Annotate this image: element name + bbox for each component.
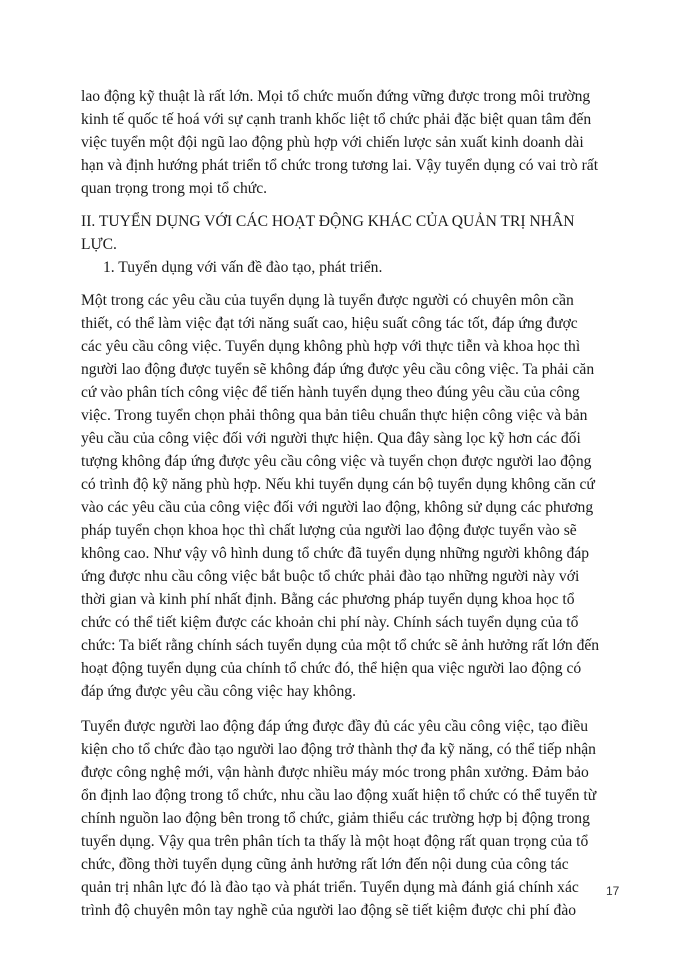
text-line: các yêu cầu công việc. Tuyển dụng không phù hợp với thực tiễn và khoa học thì [81, 338, 581, 355]
intro-paragraph [81, 85, 636, 200]
text-line: trình độ chuyên môn tay nghề của người lao động sẽ tiết kiệm được chi phí đào [81, 902, 577, 919]
text-line: hạn và định hướng phát triển tổ chức trong tương lai. Vậy tuyển dụng có vai trò rất [81, 157, 599, 174]
text-line: chức, đồng thời tuyển dụng cũng ảnh hưởng rất lớn đến nội dung của công tác [81, 856, 569, 873]
text-line: kinh tế quốc tế hoá với sự cạnh tranh khốc liệt tổ chức phải đặc biệt quan tâm đến [81, 111, 592, 128]
text-line: pháp tuyển chọn khoa học thì chất lượng của người lao động được tuyển vào sẽ [81, 522, 577, 539]
paragraph-two [81, 715, 636, 922]
subheading-text: 1. Tuyển dụng với vấn đề đào tạo, phát triển. [103, 259, 383, 276]
text-line: quan trọng trong mọi tổ chức. [81, 180, 268, 197]
spacer [81, 703, 636, 715]
page-number: 17 [606, 884, 620, 898]
text-line: tượng không đáp ứng được yêu cầu công việc và tuyển chọn được người lao động [81, 453, 592, 470]
text-line: chức có thể tiết kiệm được các khoản chi phí này. Chính sách tuyển dụng của tổ [81, 614, 579, 631]
subsection-heading [81, 256, 636, 279]
text-line: không cao. Như vậy vô hình dung tổ chức đã tuyển dụng những người không đáp [81, 545, 590, 562]
paragraph-one [81, 289, 636, 703]
text-line: vào các yêu cầu của công việc đối với người lao động, không sử dụng các phương [81, 499, 594, 516]
text-line: quản trị nhân lực đó là đào tạo và phát triển. Tuyển dụng mà đánh giá chính xác [81, 879, 579, 896]
page-body [81, 85, 636, 922]
text-line: ổn định lao động trong tổ chức, nhu cầu lao động xuất hiện tổ chức có thể tuyển từ [81, 787, 597, 804]
text-line: Tuyển được người lao động đáp ứng được đầy đủ các yêu cầu công việc, tạo điều [81, 718, 589, 735]
text-line: thiết, có thể làm việc đạt tới năng suất cao, hiệu suất công tác tốt, đáp ứng được [81, 315, 578, 332]
text-line: người lao động được tuyển sẽ không đáp ứng được yêu cầu công việc. Ta phải căn [81, 361, 595, 378]
text-line: việc. Trong tuyển chọn phải thông qua bản tiêu chuẩn thực hiện công việc và bản [81, 407, 588, 424]
text-line: chức: Ta biết rằng chính sách tuyển dụng của một tổ chức sẽ ảnh hưởng rất lớn đến [81, 637, 600, 654]
text-line: lao động kỹ thuật là rất lớn. Mọi tổ chức muốn đứng vững được trong môi trường [81, 88, 591, 105]
text-line: thời gian và kinh phí nhất định. Bằng các phương pháp tuyển dụng khoa học tổ [81, 591, 575, 608]
text-line: cứ vào phân tích công việc để tiến hành tuyển dụng theo đúng yêu cầu của công [81, 384, 580, 401]
text-line: tuyển dụng. Vậy qua trên phân tích ta thấy là một hoạt động rất quan trọng của tổ [81, 833, 589, 850]
text-line: ứng được nhu cầu công việc bắt buộc tổ chức phải đào tạo những người này với [81, 568, 580, 585]
heading-line: II. TUYỂN DỤNG VỚI CÁC HOẠT ĐỘNG KHÁC CỦA QUẢN TRỊ NHÂN [81, 213, 575, 230]
section-heading [81, 210, 636, 256]
text-line: kiện cho tổ chức đào tạo người lao động trở thành thợ đa kỹ năng, có thể tiếp nhận [81, 741, 596, 758]
text-line: yêu cầu của công việc đối với người thực hiện. Qua đây sàng lọc kỹ hơn các đối [81, 430, 581, 447]
text-line: hoạt động tuyển dụng của chính tổ chức đó, thể hiện qua việc người lao động có [81, 660, 582, 677]
text-line: việc tuyển một đội ngũ lao động phù hợp với chiến lược sản xuất kinh doanh dài [81, 134, 584, 151]
text-line: được công nghệ mới, vận hành được nhiều máy móc trong phân xưởng. Đảm bảo [81, 764, 589, 781]
text-line: đáp ứng được yêu cầu công việc hay không. [81, 683, 356, 700]
heading-line: LỰC. [81, 236, 117, 253]
text-line: có trình độ kỹ năng phù hợp. Nếu khi tuyển dụng cán bộ tuyển dụng không căn cứ [81, 476, 595, 493]
text-line: chính nguồn lao động bên trong tổ chức, giảm thiểu các trường hợp bị động trong [81, 810, 590, 827]
text-line: Một trong các yêu cầu của tuyển dụng là tuyển được người có chuyên môn cần [81, 292, 574, 309]
spacer [81, 279, 636, 289]
